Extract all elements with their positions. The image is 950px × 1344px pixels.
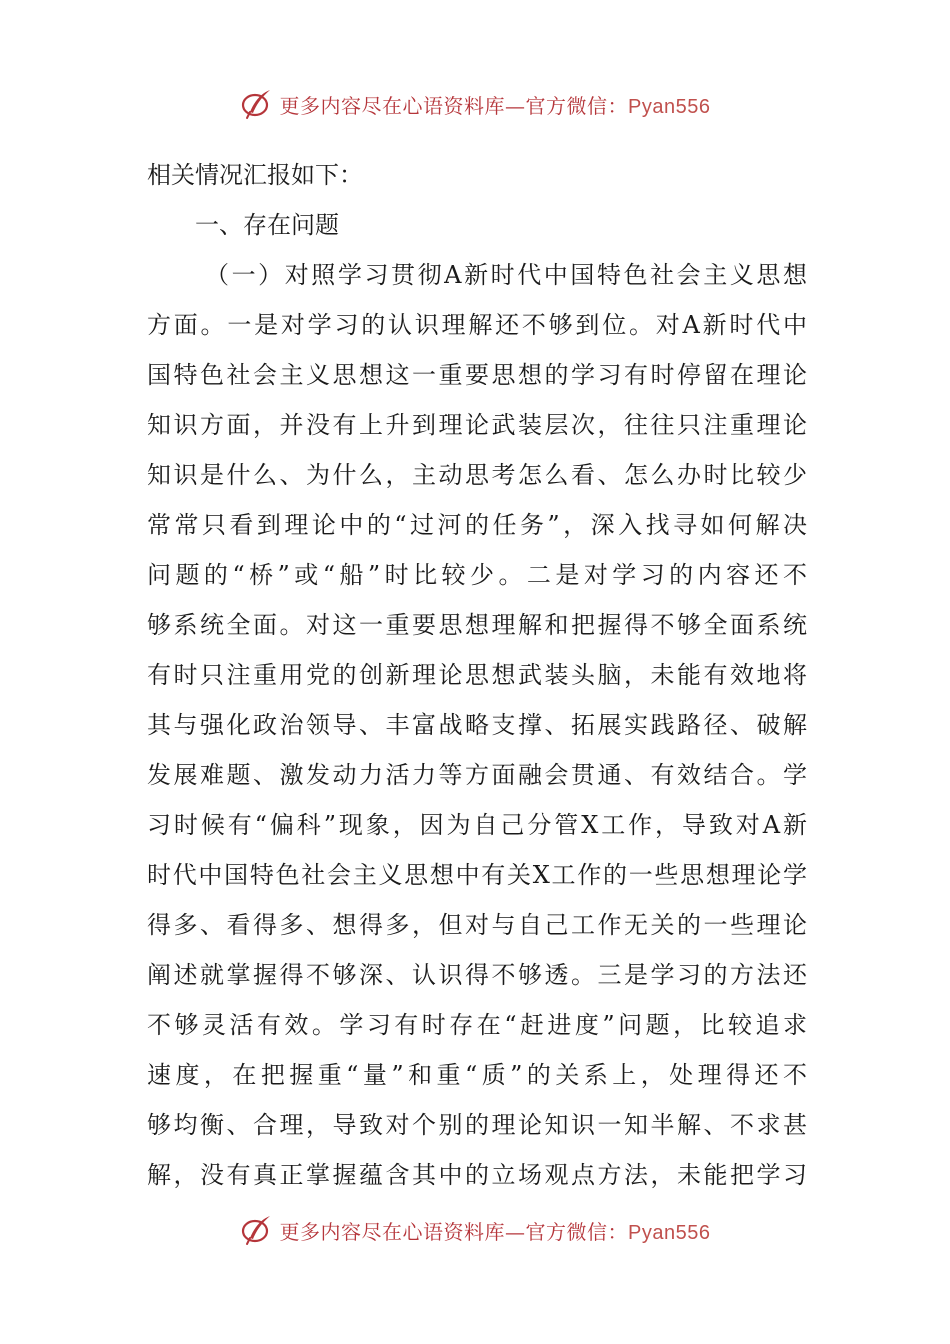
paragraph-line: 国特色社会主义思想这一重要思想的学习有时停留在理论 [147,361,807,389]
paragraph-line: 阐述就掌握得不够深、认识得不够透。三是学习的方法还 [147,961,807,989]
watermark-account: Pyan556 [628,1221,711,1244]
footer-watermark [0,1210,950,1250]
paragraph-line: 常常只看到理论中的“过河的任务”，深入找寻如何解决 [147,511,807,539]
header-watermark [0,84,950,124]
paragraph-line: 够系统全面。对这一重要思想理解和把握得不够全面系统 [147,611,807,639]
paragraph-line: 相关情况汇报如下： [147,161,363,189]
paragraph-line: 得多、看得多、想得多，但对与自己工作无关的一些理论 [147,911,807,939]
section-heading: 一、存在问题 [195,211,339,239]
paragraph-line: 速度，在把握重“量”和重“质”的关系上，处理得还不 [147,1061,807,1089]
paragraph-line: 其与强化政治领导、丰富战略支撑、拓展实践路径、破解 [147,711,807,739]
feather-pen-logo-icon [240,1213,274,1247]
watermark-text: 更多内容尽在心语资料库—官方微信：Pyan556 [279,1219,711,1244]
paragraph-line: 有时只注重用党的创新理论思想武装头脑，未能有效地将 [147,661,807,689]
watermark-text: 更多内容尽在心语资料库—官方微信：Pyan556 [279,93,711,118]
paragraph-line: 方面。一是对学习的认识理解还不够到位。对A新时代中 [147,311,807,339]
feather-pen-logo-icon [240,87,274,121]
paragraph-line: 问题的“桥”或“船”时比较少。二是对学习的内容还不 [147,561,807,589]
paragraph-line: 解，没有真正掌握蕴含其中的立场观点方法，未能把学习 [147,1161,807,1189]
paragraph-line: 不够灵活有效。学习有时存在“赶进度”问题，比较追求 [147,1011,807,1039]
paragraph-line: （一）对照学习贯彻A新时代中国特色社会主义思想 [205,261,807,289]
paragraph-line: 发展难题、激发动力活力等方面融会贯通、有效结合。学 [147,761,807,789]
document-body [147,150,807,1200]
paragraph-line: 习时候有“偏科”现象，因为自己分管X工作，导致对A新 [147,811,807,839]
watermark-account: Pyan556 [628,95,711,118]
paragraph-line: 知识方面，并没有上升到理论武装层次，往往只注重理论 [147,411,807,439]
paragraph-line: 时代中国特色社会主义思想中有关X工作的一些思想理论学 [147,861,807,889]
paragraph-line: 知识是什么、为什么，主动思考怎么看、怎么办时比较少 [147,461,807,489]
paragraph-line: 够均衡、合理，导致对个别的理论知识一知半解、不求甚 [147,1111,807,1139]
